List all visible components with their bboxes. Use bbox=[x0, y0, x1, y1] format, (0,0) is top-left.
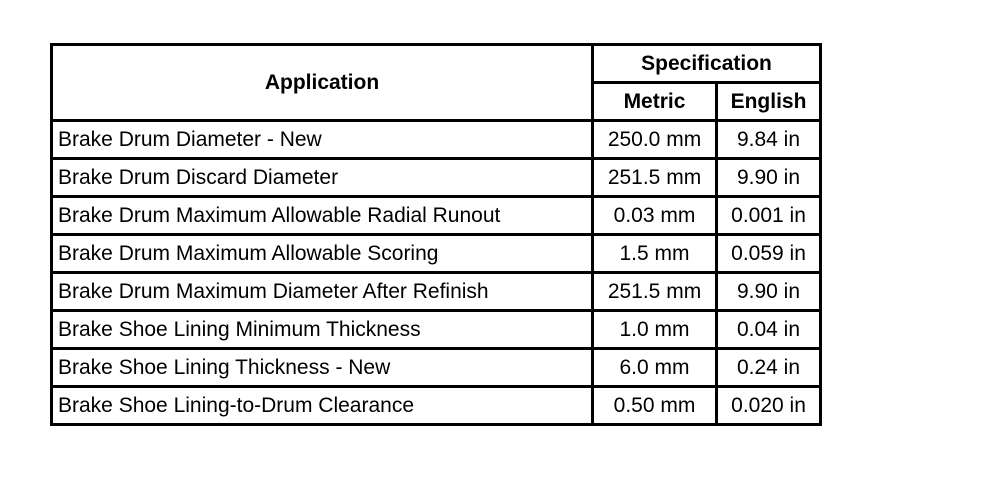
application-cell: Brake Drum Maximum Allowable Radial Runout bbox=[52, 197, 593, 235]
table-row bbox=[52, 273, 821, 311]
table-row bbox=[52, 349, 821, 387]
metric-cell: 6.0 mm bbox=[593, 349, 717, 387]
header-english: English bbox=[717, 83, 821, 121]
application-cell: Brake Shoe Lining Thickness - New bbox=[52, 349, 593, 387]
table-row bbox=[52, 235, 821, 273]
table-header bbox=[52, 45, 821, 121]
table-row bbox=[52, 387, 821, 425]
english-cell: 9.84 in bbox=[717, 121, 821, 159]
table-row bbox=[52, 121, 821, 159]
english-cell: 0.04 in bbox=[717, 311, 821, 349]
metric-cell: 0.50 mm bbox=[593, 387, 717, 425]
english-cell: 0.059 in bbox=[717, 235, 821, 273]
english-cell: 0.001 in bbox=[717, 197, 821, 235]
specification-table bbox=[50, 43, 822, 426]
header-metric: Metric bbox=[593, 83, 717, 121]
metric-cell: 1.5 mm bbox=[593, 235, 717, 273]
table-row bbox=[52, 159, 821, 197]
application-cell: Brake Shoe Lining-to-Drum Clearance bbox=[52, 387, 593, 425]
application-cell: Brake Drum Maximum Allowable Scoring bbox=[52, 235, 593, 273]
english-cell: 9.90 in bbox=[717, 159, 821, 197]
application-cell: Brake Drum Diameter - New bbox=[52, 121, 593, 159]
english-cell: 0.24 in bbox=[717, 349, 821, 387]
metric-cell: 250.0 mm bbox=[593, 121, 717, 159]
metric-cell: 251.5 mm bbox=[593, 159, 717, 197]
application-cell: Brake Shoe Lining Minimum Thickness bbox=[52, 311, 593, 349]
english-cell: 9.90 in bbox=[717, 273, 821, 311]
table-row bbox=[52, 311, 821, 349]
metric-cell: 0.03 mm bbox=[593, 197, 717, 235]
application-cell: Brake Drum Maximum Diameter After Refinish bbox=[52, 273, 593, 311]
application-cell: Brake Drum Discard Diameter bbox=[52, 159, 593, 197]
header-specification: Specification bbox=[593, 45, 821, 83]
metric-cell: 1.0 mm bbox=[593, 311, 717, 349]
table-body bbox=[52, 121, 821, 425]
table-row bbox=[52, 197, 821, 235]
english-cell: 0.020 in bbox=[717, 387, 821, 425]
header-row-top bbox=[52, 45, 821, 83]
header-application: Application bbox=[52, 45, 593, 121]
metric-cell: 251.5 mm bbox=[593, 273, 717, 311]
